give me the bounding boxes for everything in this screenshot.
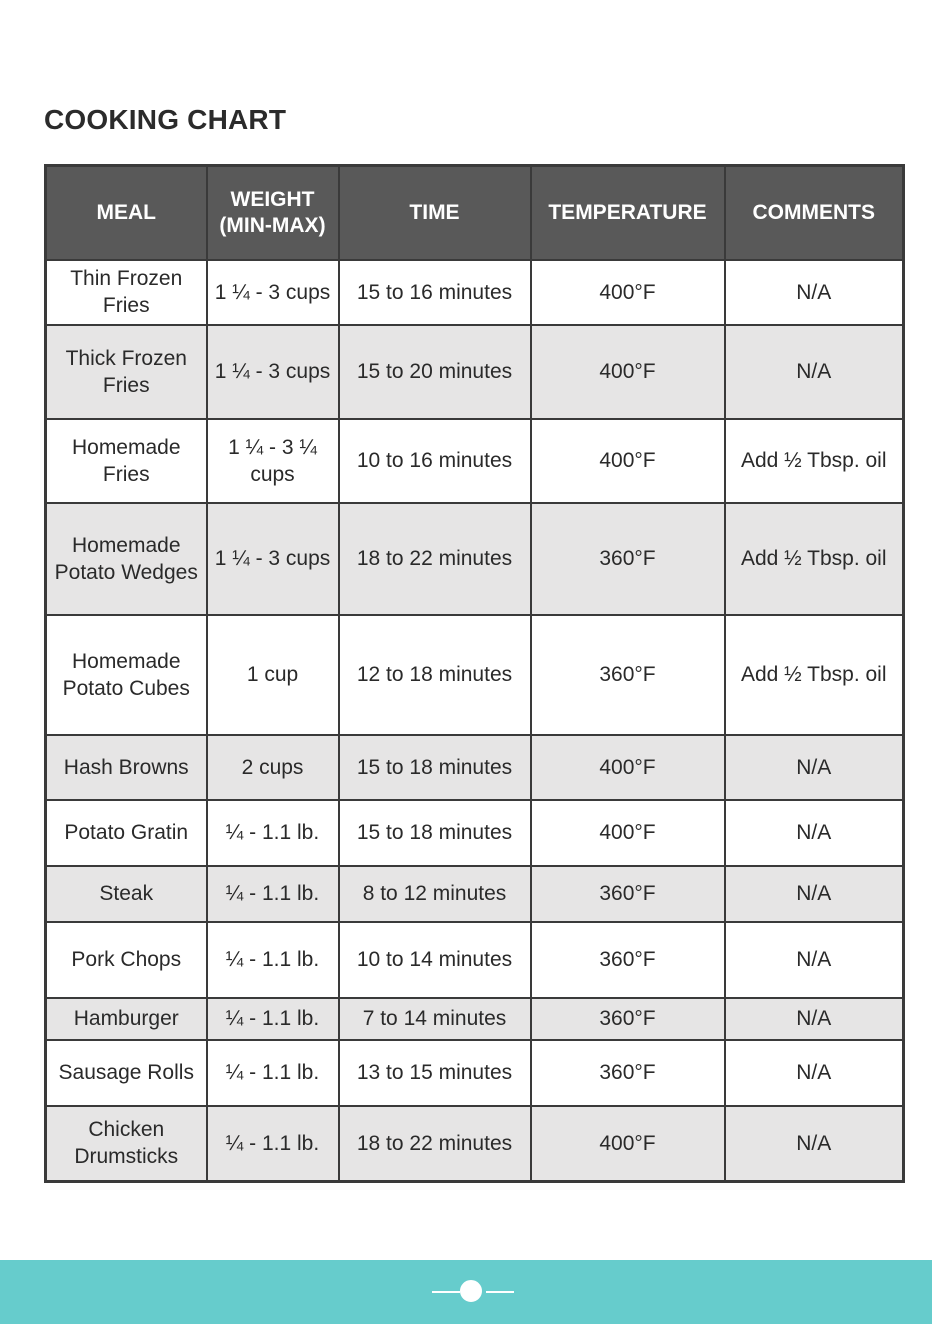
cell-meal: Homemade Fries: [46, 419, 207, 503]
cell-comments: N/A: [725, 325, 904, 419]
cell-comments: N/A: [725, 922, 904, 998]
table-row: [46, 419, 904, 503]
cell-meal: Thick Frozen Fries: [46, 325, 207, 419]
cell-time: 13 to 15 minutes: [339, 1040, 531, 1106]
table-row: [46, 800, 904, 866]
cell-comments: N/A: [725, 260, 904, 325]
cell-temperature: 400°F: [531, 800, 725, 866]
cell-temperature: 400°F: [531, 325, 725, 419]
table-row: [46, 503, 904, 615]
cell-temperature: 360°F: [531, 1040, 725, 1106]
cell-weight: 1 cup: [207, 615, 339, 735]
cell-comments: N/A: [725, 800, 904, 866]
cell-comments: N/A: [725, 1040, 904, 1106]
table-row: [46, 325, 904, 419]
cell-comments: Add ½ Tbsp. oil: [725, 503, 904, 615]
cell-time: 15 to 18 minutes: [339, 735, 531, 800]
table-row: [46, 1106, 904, 1182]
column-header-temperature: TEMPERATURE: [531, 166, 725, 260]
cell-meal: Steak: [46, 866, 207, 922]
cell-weight: 2 cups: [207, 735, 339, 800]
cell-weight: 1 ¼ - 3 cups: [207, 260, 339, 325]
page-title: COOKING CHART: [44, 104, 287, 135]
column-header-weight: WEIGHT (MIN-MAX): [207, 166, 339, 260]
cooking-chart-table: [44, 164, 905, 1183]
cell-comments: Add ½ Tbsp. oil: [725, 419, 904, 503]
cell-meal: Thin Frozen Fries: [46, 260, 207, 325]
cell-meal: Pork Chops: [46, 922, 207, 998]
cell-time: 10 to 16 minutes: [339, 419, 531, 503]
table-row: [46, 260, 904, 325]
cell-temperature: 400°F: [531, 260, 725, 325]
table-row: [46, 615, 904, 735]
cell-temperature: 400°F: [531, 419, 725, 503]
cell-meal: Homemade Potato Cubes: [46, 615, 207, 735]
footer-bar: [0, 1260, 932, 1324]
cell-time: 15 to 16 minutes: [339, 260, 531, 325]
cell-time: 8 to 12 minutes: [339, 866, 531, 922]
table-row: [46, 866, 904, 922]
table-header-row: [46, 166, 904, 260]
cell-weight: ¼ - 1.1 lb.: [207, 922, 339, 998]
cell-time: 15 to 18 minutes: [339, 800, 531, 866]
cell-comments: N/A: [725, 998, 904, 1040]
column-header-comments: COMMENTS: [725, 166, 904, 260]
cell-meal: Hash Browns: [46, 735, 207, 800]
cell-meal: Hamburger: [46, 998, 207, 1040]
table-row: [46, 735, 904, 800]
cell-weight: 1 ¼ - 3 cups: [207, 325, 339, 419]
cell-time: 15 to 20 minutes: [339, 325, 531, 419]
table-row: [46, 1040, 904, 1106]
cell-meal: Potato Gratin: [46, 800, 207, 866]
cell-weight: ¼ - 1.1 lb.: [207, 1040, 339, 1106]
cell-meal: Sausage Rolls: [46, 1040, 207, 1106]
cell-comments: Add ½ Tbsp. oil: [725, 615, 904, 735]
cell-temperature: 400°F: [531, 735, 725, 800]
column-header-meal: MEAL: [46, 166, 207, 260]
cell-meal: Chicken Drumsticks: [46, 1106, 207, 1182]
cell-temperature: 360°F: [531, 998, 725, 1040]
cell-weight: 1 ¼ - 3 cups: [207, 503, 339, 615]
table-row: [46, 998, 904, 1040]
cell-comments: N/A: [725, 735, 904, 800]
cell-temperature: 360°F: [531, 503, 725, 615]
cell-meal: Homemade Potato Wedges: [46, 503, 207, 615]
cell-time: 10 to 14 minutes: [339, 922, 531, 998]
cell-temperature: 360°F: [531, 615, 725, 735]
table-row: [46, 922, 904, 998]
cell-comments: N/A: [725, 1106, 904, 1182]
cell-temperature: 360°F: [531, 866, 725, 922]
cell-temperature: 400°F: [531, 1106, 725, 1182]
footer-divider-right: [486, 1291, 514, 1293]
cell-weight: 1 ¼ - 3 ¼ cups: [207, 419, 339, 503]
page-marker-circle-icon: [460, 1280, 482, 1302]
cell-weight: ¼ - 1.1 lb.: [207, 998, 339, 1040]
cell-comments: N/A: [725, 866, 904, 922]
cell-time: 7 to 14 minutes: [339, 998, 531, 1040]
cell-weight: ¼ - 1.1 lb.: [207, 1106, 339, 1182]
footer-divider-left: [432, 1291, 460, 1293]
cell-weight: ¼ - 1.1 lb.: [207, 800, 339, 866]
cell-time: 18 to 22 minutes: [339, 1106, 531, 1182]
cell-time: 18 to 22 minutes: [339, 503, 531, 615]
cell-time: 12 to 18 minutes: [339, 615, 531, 735]
column-header-time: TIME: [339, 166, 531, 260]
cell-weight: ¼ - 1.1 lb.: [207, 866, 339, 922]
cell-temperature: 360°F: [531, 922, 725, 998]
